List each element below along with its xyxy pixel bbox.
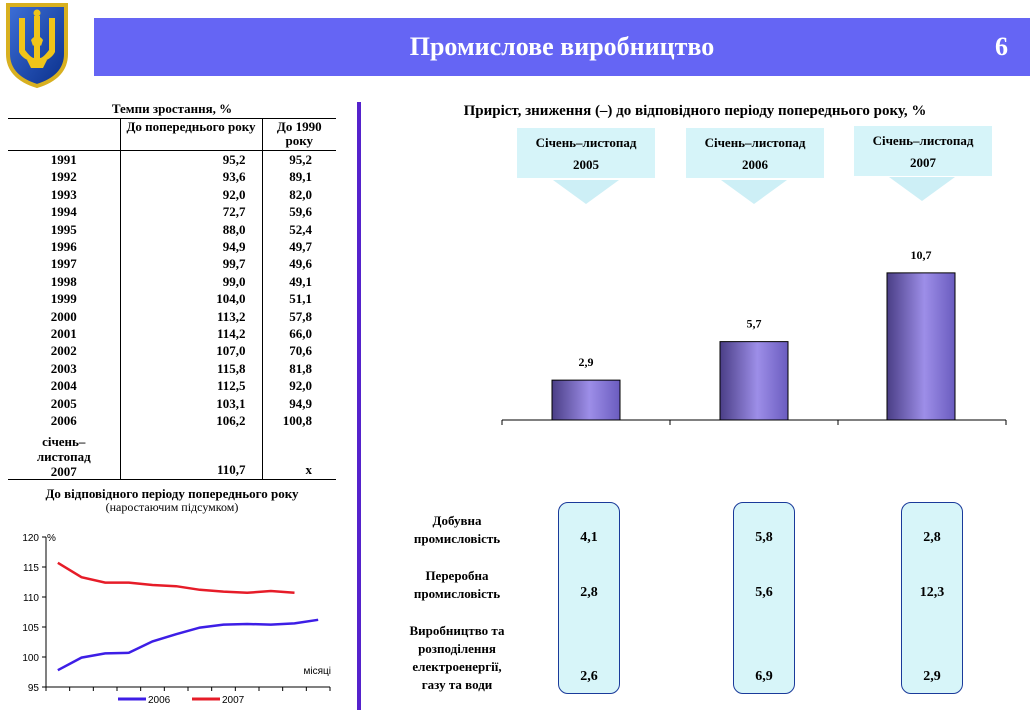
down-arrow-icon (889, 177, 955, 201)
value-mining-2007: 2,8 (923, 530, 941, 545)
row-value-prev: 93,6 (120, 168, 262, 185)
row-value-prev: 94,9 (120, 238, 262, 255)
row-year: 1998 (50, 273, 77, 289)
row-value-prev: 107,0 (120, 342, 262, 359)
period-label: Січень–листопад (535, 135, 637, 150)
row-year: 1995 (50, 221, 77, 237)
row-year: 2005 (50, 395, 77, 411)
row-value-prev: 104,0 (120, 290, 262, 307)
row-value-prev: 114,2 (120, 325, 262, 342)
row-value-1990: 49,1 (262, 273, 336, 290)
row-value-1990: 89,1 (262, 168, 336, 185)
x-axis-label: місяці (303, 666, 331, 677)
table-row (8, 360, 336, 377)
row-label-line: електроенергії, (412, 659, 502, 674)
table-row (8, 203, 336, 220)
period-label: Січень–листопад (872, 133, 974, 148)
row-year: 2000 (50, 308, 77, 324)
row-value-prev: 99,0 (120, 273, 262, 290)
value-energy-2007: 2,9 (923, 669, 941, 684)
row-year: 2003 (50, 360, 77, 376)
row-label-energy (372, 622, 542, 694)
growth-table-title: Темпи зростання, % (111, 101, 233, 116)
bar-value-label: 10,7 (910, 247, 932, 262)
row-label-mining (372, 512, 542, 548)
row-value-1990: 82,0 (262, 186, 336, 203)
table-row (8, 168, 336, 185)
row-label-line: газу та води (421, 677, 493, 692)
row-year: 1997 (50, 256, 77, 272)
value-energy-2006: 6,9 (755, 669, 773, 684)
row-value-1990: x (262, 430, 336, 480)
row-year: 2004 (50, 378, 77, 394)
value-mining-2006: 5,8 (755, 530, 773, 545)
row-label-line: промисловість (413, 531, 501, 546)
table-row (8, 238, 336, 255)
bar-3 (887, 273, 955, 420)
table-row (8, 151, 336, 169)
y-tick-label: 115 (23, 563, 39, 574)
y-tick-label: 105 (22, 623, 39, 634)
row-year-line: 2007 (50, 463, 77, 479)
row-value-1990: 94,9 (262, 395, 336, 412)
table-row (8, 186, 336, 203)
row-label-manufacturing (372, 567, 542, 603)
down-arrow-icon (721, 180, 787, 204)
period-box-2005 (517, 128, 655, 178)
line-chart (0, 518, 350, 714)
row-value-prev: 106,2 (120, 412, 262, 429)
bar-1 (552, 380, 620, 420)
row-label-line: Виробництво та (409, 623, 505, 638)
y-tick-label: 110 (23, 593, 39, 604)
row-label-line: промисловість (413, 586, 501, 601)
coat-of-arms-icon (5, 2, 69, 88)
table-row (8, 290, 336, 307)
growth-table-body (8, 151, 336, 480)
row-label-line: розподілення (418, 641, 496, 656)
bar-value-label: 5,7 (746, 316, 762, 331)
value-mining-2005: 4,1 (580, 530, 598, 545)
page-title: Промислове виробництво (409, 32, 715, 61)
line-chart-title: До відповідного періоду попереднього року (45, 486, 299, 501)
table-row (8, 412, 336, 429)
row-year: 1992 (50, 169, 77, 185)
line-chart-subtitle: (наростаючим підсумком) (105, 500, 239, 514)
row-value-1990: 59,6 (262, 203, 336, 220)
value-manufacturing-2006: 5,6 (755, 585, 773, 600)
table-row (8, 395, 336, 412)
table-row (8, 255, 336, 272)
row-year: 1999 (50, 291, 77, 307)
table-corner (8, 119, 120, 151)
row-value-prev: 99,7 (120, 255, 262, 272)
row-value-1990: 52,4 (262, 221, 336, 238)
values-panel-2007 (901, 502, 963, 694)
row-value-prev: 88,0 (120, 221, 262, 238)
row-value-prev: 92,0 (120, 186, 262, 203)
table-row (8, 308, 336, 325)
row-value-1990: 51,1 (262, 290, 336, 307)
values-panel-2005 (558, 502, 620, 694)
vertical-divider (357, 102, 361, 710)
row-value-prev: 113,2 (120, 308, 262, 325)
period-year: 2007 (910, 155, 936, 170)
row-value-1990: 70,6 (262, 342, 336, 359)
row-value-1990: 57,8 (262, 308, 336, 325)
row-value-prev: 110,7 (120, 430, 262, 480)
table-row (8, 221, 336, 238)
row-year: 1996 (50, 239, 77, 255)
value-energy-2005: 2,6 (580, 669, 598, 684)
row-value-prev: 112,5 (120, 377, 262, 394)
row-year: 1994 (50, 204, 77, 220)
bar-chart (490, 247, 1020, 435)
down-arrow-icon (553, 180, 619, 204)
table-row (8, 377, 336, 394)
row-value-1990: 95,2 (262, 151, 336, 169)
table-row (8, 342, 336, 359)
row-label-line: Переробна (425, 568, 489, 583)
y-tick-label: 95 (27, 683, 39, 694)
bar-chart-title: Приріст, зниження (–) до відповідного періоду попереднього року, % (463, 103, 927, 119)
row-value-1990: 49,7 (262, 238, 336, 255)
row-value-prev: 95,2 (120, 151, 262, 169)
series-line-2007 (58, 563, 295, 593)
period-box-2007 (854, 126, 992, 176)
column-header-1990: До 1990 року (262, 119, 336, 151)
values-panel-2006 (733, 502, 795, 694)
bar-value-label: 2,9 (578, 355, 594, 370)
table-row-current-period (8, 430, 336, 480)
row-year (8, 430, 120, 480)
row-value-1990: 81,8 (262, 360, 336, 377)
row-value-1990: 92,0 (262, 377, 336, 394)
page-number: 6 (995, 32, 1008, 61)
y-tick-label: 100 (22, 653, 39, 664)
row-year: 2006 (50, 413, 77, 429)
bar-2 (720, 342, 788, 420)
period-year: 2006 (742, 157, 768, 172)
table-row (8, 273, 336, 290)
series-line-2006 (58, 620, 318, 670)
row-value-1990: 100,8 (262, 412, 336, 429)
row-year: 2001 (50, 326, 77, 342)
row-value-prev: 103,1 (120, 395, 262, 412)
y-axis-label: % (47, 533, 56, 544)
period-box-2006 (686, 128, 824, 178)
legend-label-2007: 2007 (222, 695, 245, 706)
column-header-prev: До попереднього року (120, 119, 262, 151)
row-year: 1993 (50, 186, 77, 202)
table-row (8, 325, 336, 342)
header-bar (94, 18, 1030, 76)
period-label: Січень–листопад (704, 135, 806, 150)
row-year: 1991 (50, 152, 77, 167)
y-tick-label: 120 (22, 533, 39, 544)
row-value-prev: 115,8 (120, 360, 262, 377)
row-label-line: Добувна (432, 513, 482, 528)
growth-table (8, 118, 336, 480)
legend-label-2006: 2006 (148, 695, 171, 706)
row-value-prev: 72,7 (120, 203, 262, 220)
value-manufacturing-2007: 12,3 (919, 585, 945, 600)
row-year-line: січень– (42, 433, 86, 449)
row-value-1990: 66,0 (262, 325, 336, 342)
row-value-1990: 49,6 (262, 255, 336, 272)
value-manufacturing-2005: 2,8 (580, 585, 598, 600)
row-year-line: листопад (36, 448, 91, 464)
row-year: 2002 (50, 343, 77, 359)
period-year: 2005 (573, 157, 599, 172)
